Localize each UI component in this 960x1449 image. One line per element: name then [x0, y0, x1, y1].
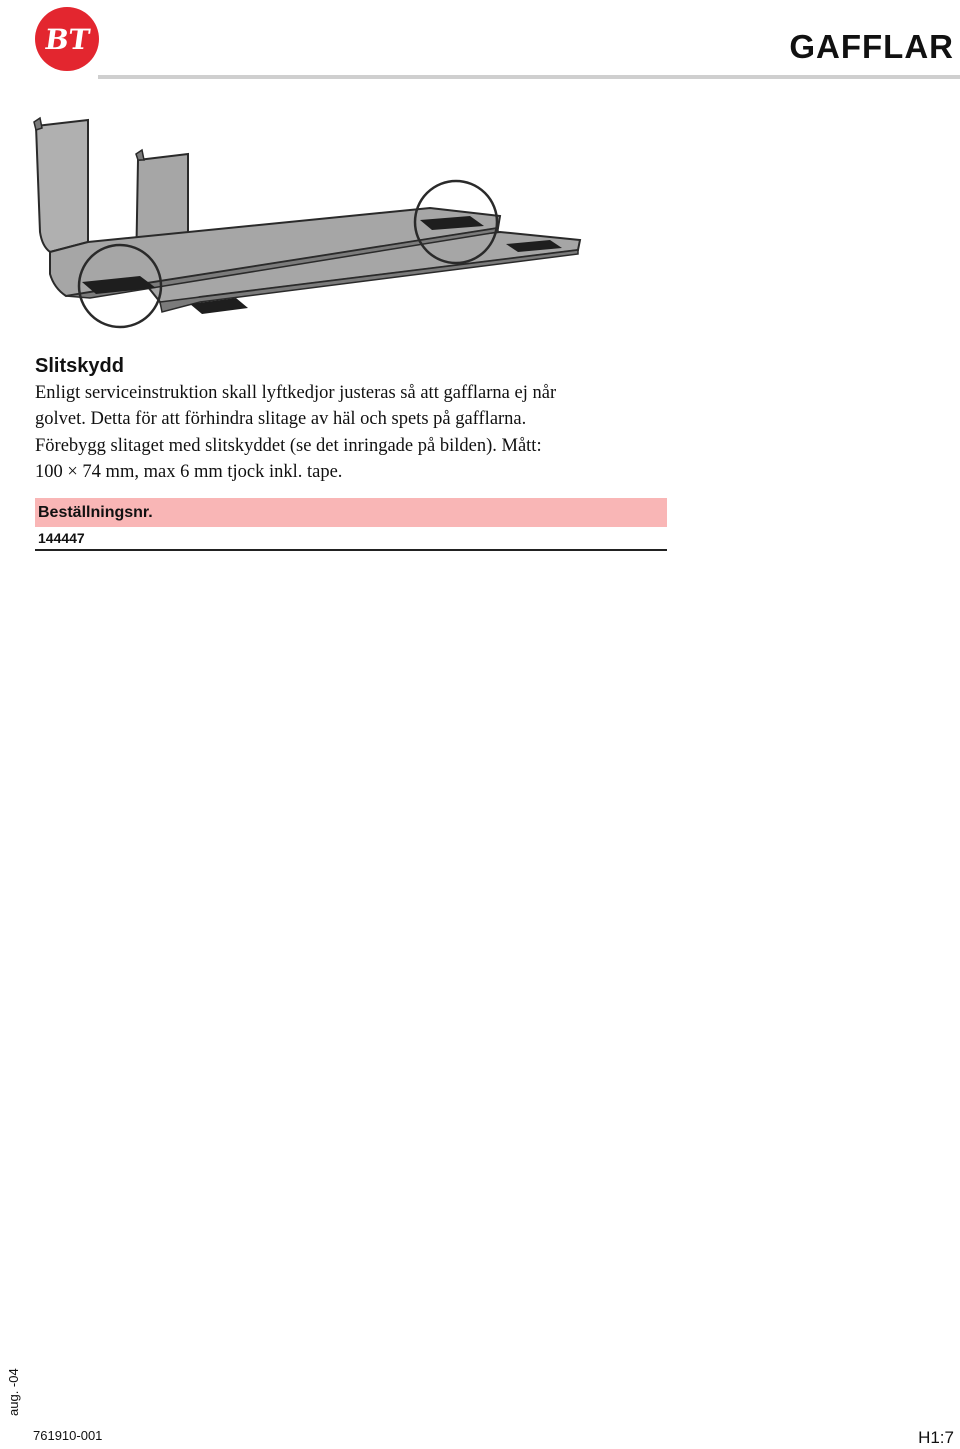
order-number-value: 144447	[35, 527, 667, 551]
order-number-header: Beställningsnr.	[35, 498, 667, 527]
section-title: Slitskydd	[35, 355, 124, 377]
header-divider	[98, 75, 960, 79]
logo-text: BT	[42, 23, 92, 56]
page-title: GAFFLAR	[789, 28, 954, 65]
revision-date: aug. -04	[6, 1368, 21, 1416]
order-number-table	[35, 498, 667, 551]
paragraph-line: Enligt serviceinstruktion skall lyftkedjor justeras så att gafflarna ej når	[35, 383, 557, 403]
paragraph-line: golvet. Detta för att förhindra slitage av häl och spets på gafflarna.	[35, 409, 527, 430]
pallet-forks-illustration	[30, 112, 590, 332]
section-paragraph	[35, 380, 695, 485]
paragraph-line: 100 × 74 mm, max 6 mm tjock inkl. tape.	[35, 461, 343, 482]
document-number: 761910-001	[33, 1428, 103, 1443]
page-number: H1:7	[918, 1428, 954, 1447]
paragraph-line: Förebygg slitaget med slitskyddet (se det inringade på bilden). Mått:	[35, 435, 542, 456]
bt-logo	[34, 6, 100, 72]
